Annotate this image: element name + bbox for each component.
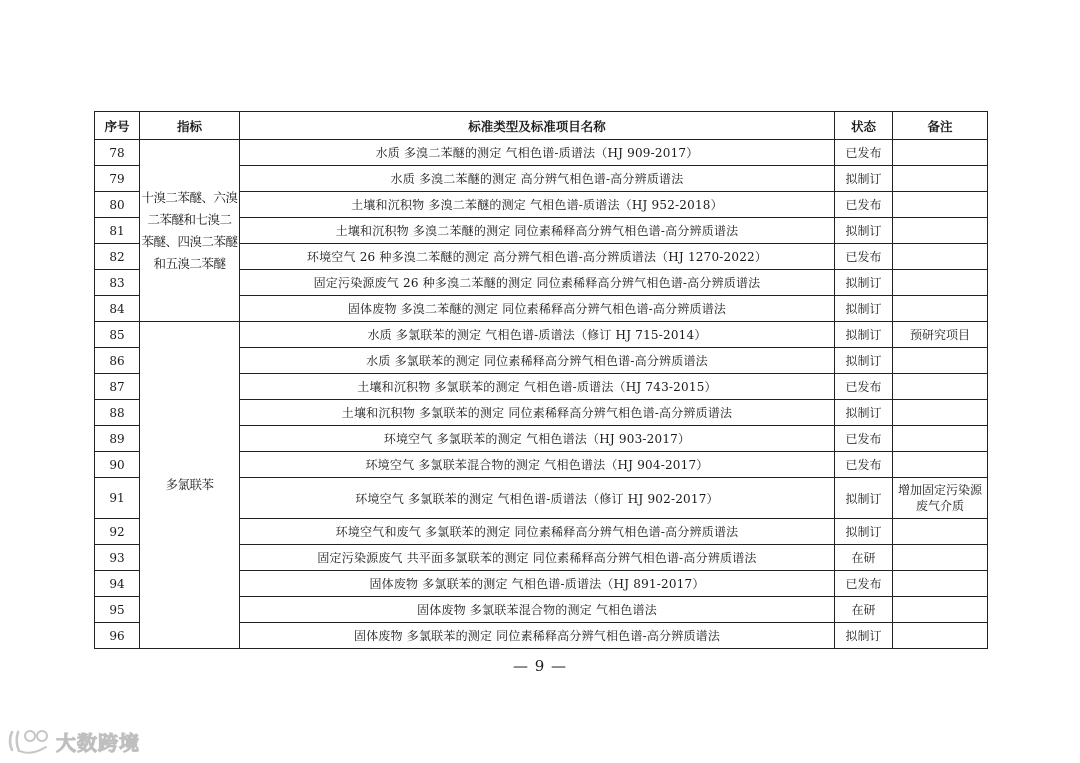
status-cell: 已发布 xyxy=(835,426,893,452)
row-seq: 84 xyxy=(95,296,140,322)
row-seq: 87 xyxy=(95,374,140,400)
standard-name: 土壤和沉积物 多氯联苯的测定 同位素稀释高分辨气相色谱-高分辨质谱法 xyxy=(240,400,835,426)
remark-cell xyxy=(893,192,988,218)
status-cell: 已发布 xyxy=(835,192,893,218)
standard-name: 环境空气 多氯联苯的测定 气相色谱法（HJ 903-2017） xyxy=(240,426,835,452)
status-cell: 已发布 xyxy=(835,374,893,400)
status-cell: 已发布 xyxy=(835,452,893,478)
standard-name: 土壤和沉积物 多溴二苯醚的测定 同位素稀释高分辨气相色谱-高分辨质谱法 xyxy=(240,218,835,244)
row-seq: 80 xyxy=(95,192,140,218)
row-seq: 83 xyxy=(95,270,140,296)
row-seq: 95 xyxy=(95,597,140,623)
status-cell: 拟制订 xyxy=(835,218,893,244)
row-seq: 93 xyxy=(95,545,140,571)
remark-cell xyxy=(893,452,988,478)
row-seq: 86 xyxy=(95,348,140,374)
standard-name: 环境空气 26 种多溴二苯醚的测定 高分辨气相色谱-高分辨质谱法（HJ 1270-2022） xyxy=(240,244,835,270)
status-cell: 拟制订 xyxy=(835,478,893,519)
header-seq: 序号 xyxy=(95,112,140,140)
indicator-line: 十溴二苯醚、六溴 xyxy=(141,189,238,205)
standard-name: 固体废物 多氯联苯的测定 同位素稀释高分辨气相色谱-高分辨质谱法 xyxy=(240,623,835,649)
standard-name: 环境空气 多氯联苯的测定 气相色谱-质谱法（修订 HJ 902-2017） xyxy=(240,478,835,519)
remark-cell xyxy=(893,374,988,400)
remark-cell xyxy=(893,166,988,192)
status-cell: 已发布 xyxy=(835,140,893,166)
table-body xyxy=(95,140,988,649)
row-seq: 92 xyxy=(95,519,140,545)
standard-name: 土壤和沉积物 多氯联苯的测定 气相色谱-质谱法（HJ 743-2015） xyxy=(240,374,835,400)
remark-cell xyxy=(893,348,988,374)
row-seq: 91 xyxy=(95,478,140,519)
standard-name: 固体废物 多氯联苯混合物的测定 气相色谱法 xyxy=(240,597,835,623)
remark-cell xyxy=(893,545,988,571)
remark-cell xyxy=(893,296,988,322)
row-seq: 82 xyxy=(95,244,140,270)
standard-name: 水质 多氯联苯的测定 气相色谱-质谱法（修订 HJ 715-2014） xyxy=(240,322,835,348)
standard-name: 水质 多溴二苯醚的测定 高分辨气相色谱-高分辨质谱法 xyxy=(240,166,835,192)
remark-cell xyxy=(893,400,988,426)
indicator-cell xyxy=(140,322,240,649)
standard-name: 固体废物 多溴二苯醚的测定 同位素稀释高分辨气相色谱-高分辨质谱法 xyxy=(240,296,835,322)
page-number: — 9 — xyxy=(512,657,568,675)
remark-cell xyxy=(893,426,988,452)
table-header-row xyxy=(95,112,988,140)
status-cell: 拟制订 xyxy=(835,322,893,348)
status-cell: 拟制订 xyxy=(835,166,893,192)
remark-cell xyxy=(893,270,988,296)
ie-logo-icon xyxy=(6,726,52,756)
row-seq: 81 xyxy=(95,218,140,244)
remark-cell xyxy=(893,140,988,166)
status-cell: 已发布 xyxy=(835,244,893,270)
standard-name: 环境空气和废气 多氯联苯的测定 同位素稀释高分辨气相色谱-高分辨质谱法 xyxy=(240,519,835,545)
indicator-line: 多氯联苯 xyxy=(165,477,214,492)
remark-cell xyxy=(893,597,988,623)
remark-cell xyxy=(893,218,988,244)
header-remark: 备注 xyxy=(893,112,988,140)
status-cell: 已发布 xyxy=(835,571,893,597)
standard-name: 水质 多氯联苯的测定 同位素稀释高分辨气相色谱-高分辨质谱法 xyxy=(240,348,835,374)
status-cell: 拟制订 xyxy=(835,519,893,545)
row-seq: 88 xyxy=(95,400,140,426)
row-seq: 85 xyxy=(95,322,140,348)
row-seq: 89 xyxy=(95,426,140,452)
header-indicator: 指标 xyxy=(140,112,240,140)
status-cell: 拟制订 xyxy=(835,400,893,426)
row-seq: 79 xyxy=(95,166,140,192)
remark-cell xyxy=(893,244,988,270)
indicator-cell xyxy=(140,140,240,322)
row-seq: 96 xyxy=(95,623,140,649)
row-seq: 94 xyxy=(95,571,140,597)
status-cell: 拟制订 xyxy=(835,623,893,649)
remark-cell xyxy=(893,571,988,597)
watermark xyxy=(6,723,140,759)
header-status: 状态 xyxy=(835,112,893,140)
status-cell: 在研 xyxy=(835,545,893,571)
standard-name: 固定污染源废气 共平面多氯联苯的测定 同位素稀释高分辨气相色谱-高分辨质谱法 xyxy=(240,545,835,571)
remark-cell xyxy=(893,519,988,545)
status-cell: 拟制订 xyxy=(835,296,893,322)
standards-table xyxy=(94,111,988,649)
standard-name: 土壤和沉积物 多溴二苯醚的测定 气相色谱-质谱法（HJ 952-2018） xyxy=(240,192,835,218)
indicator-line: 和五溴二苯醚 xyxy=(153,255,226,271)
table-row xyxy=(95,322,988,348)
indicator-line: 苯醚、四溴二苯醚 xyxy=(141,233,238,249)
remark-cell: 预研究项目 xyxy=(893,322,988,348)
table-row xyxy=(95,140,988,166)
standard-name: 环境空气 多氯联苯混合物的测定 气相色谱法（HJ 904-2017） xyxy=(240,452,835,478)
header-name: 标准类型及标准项目名称 xyxy=(240,112,835,140)
status-cell: 拟制订 xyxy=(835,270,893,296)
indicator-line: 二苯醚和七溴二 xyxy=(147,211,232,227)
row-seq: 90 xyxy=(95,452,140,478)
standard-name: 固体废物 多氯联苯的测定 气相色谱-质谱法（HJ 891-2017） xyxy=(240,571,835,597)
remark-cell: 增加固定污染源废气介质 xyxy=(893,478,988,519)
status-cell: 拟制订 xyxy=(835,348,893,374)
standard-name: 水质 多溴二苯醚的测定 气相色谱-质谱法（HJ 909-2017） xyxy=(240,140,835,166)
watermark-text: 大数跨境 xyxy=(56,730,140,755)
row-seq: 78 xyxy=(95,140,140,166)
remark-cell xyxy=(893,623,988,649)
status-cell: 在研 xyxy=(835,597,893,623)
standard-name: 固定污染源废气 26 种多溴二苯醚的测定 同位素稀释高分辨气相色谱-高分辨质谱法 xyxy=(240,270,835,296)
